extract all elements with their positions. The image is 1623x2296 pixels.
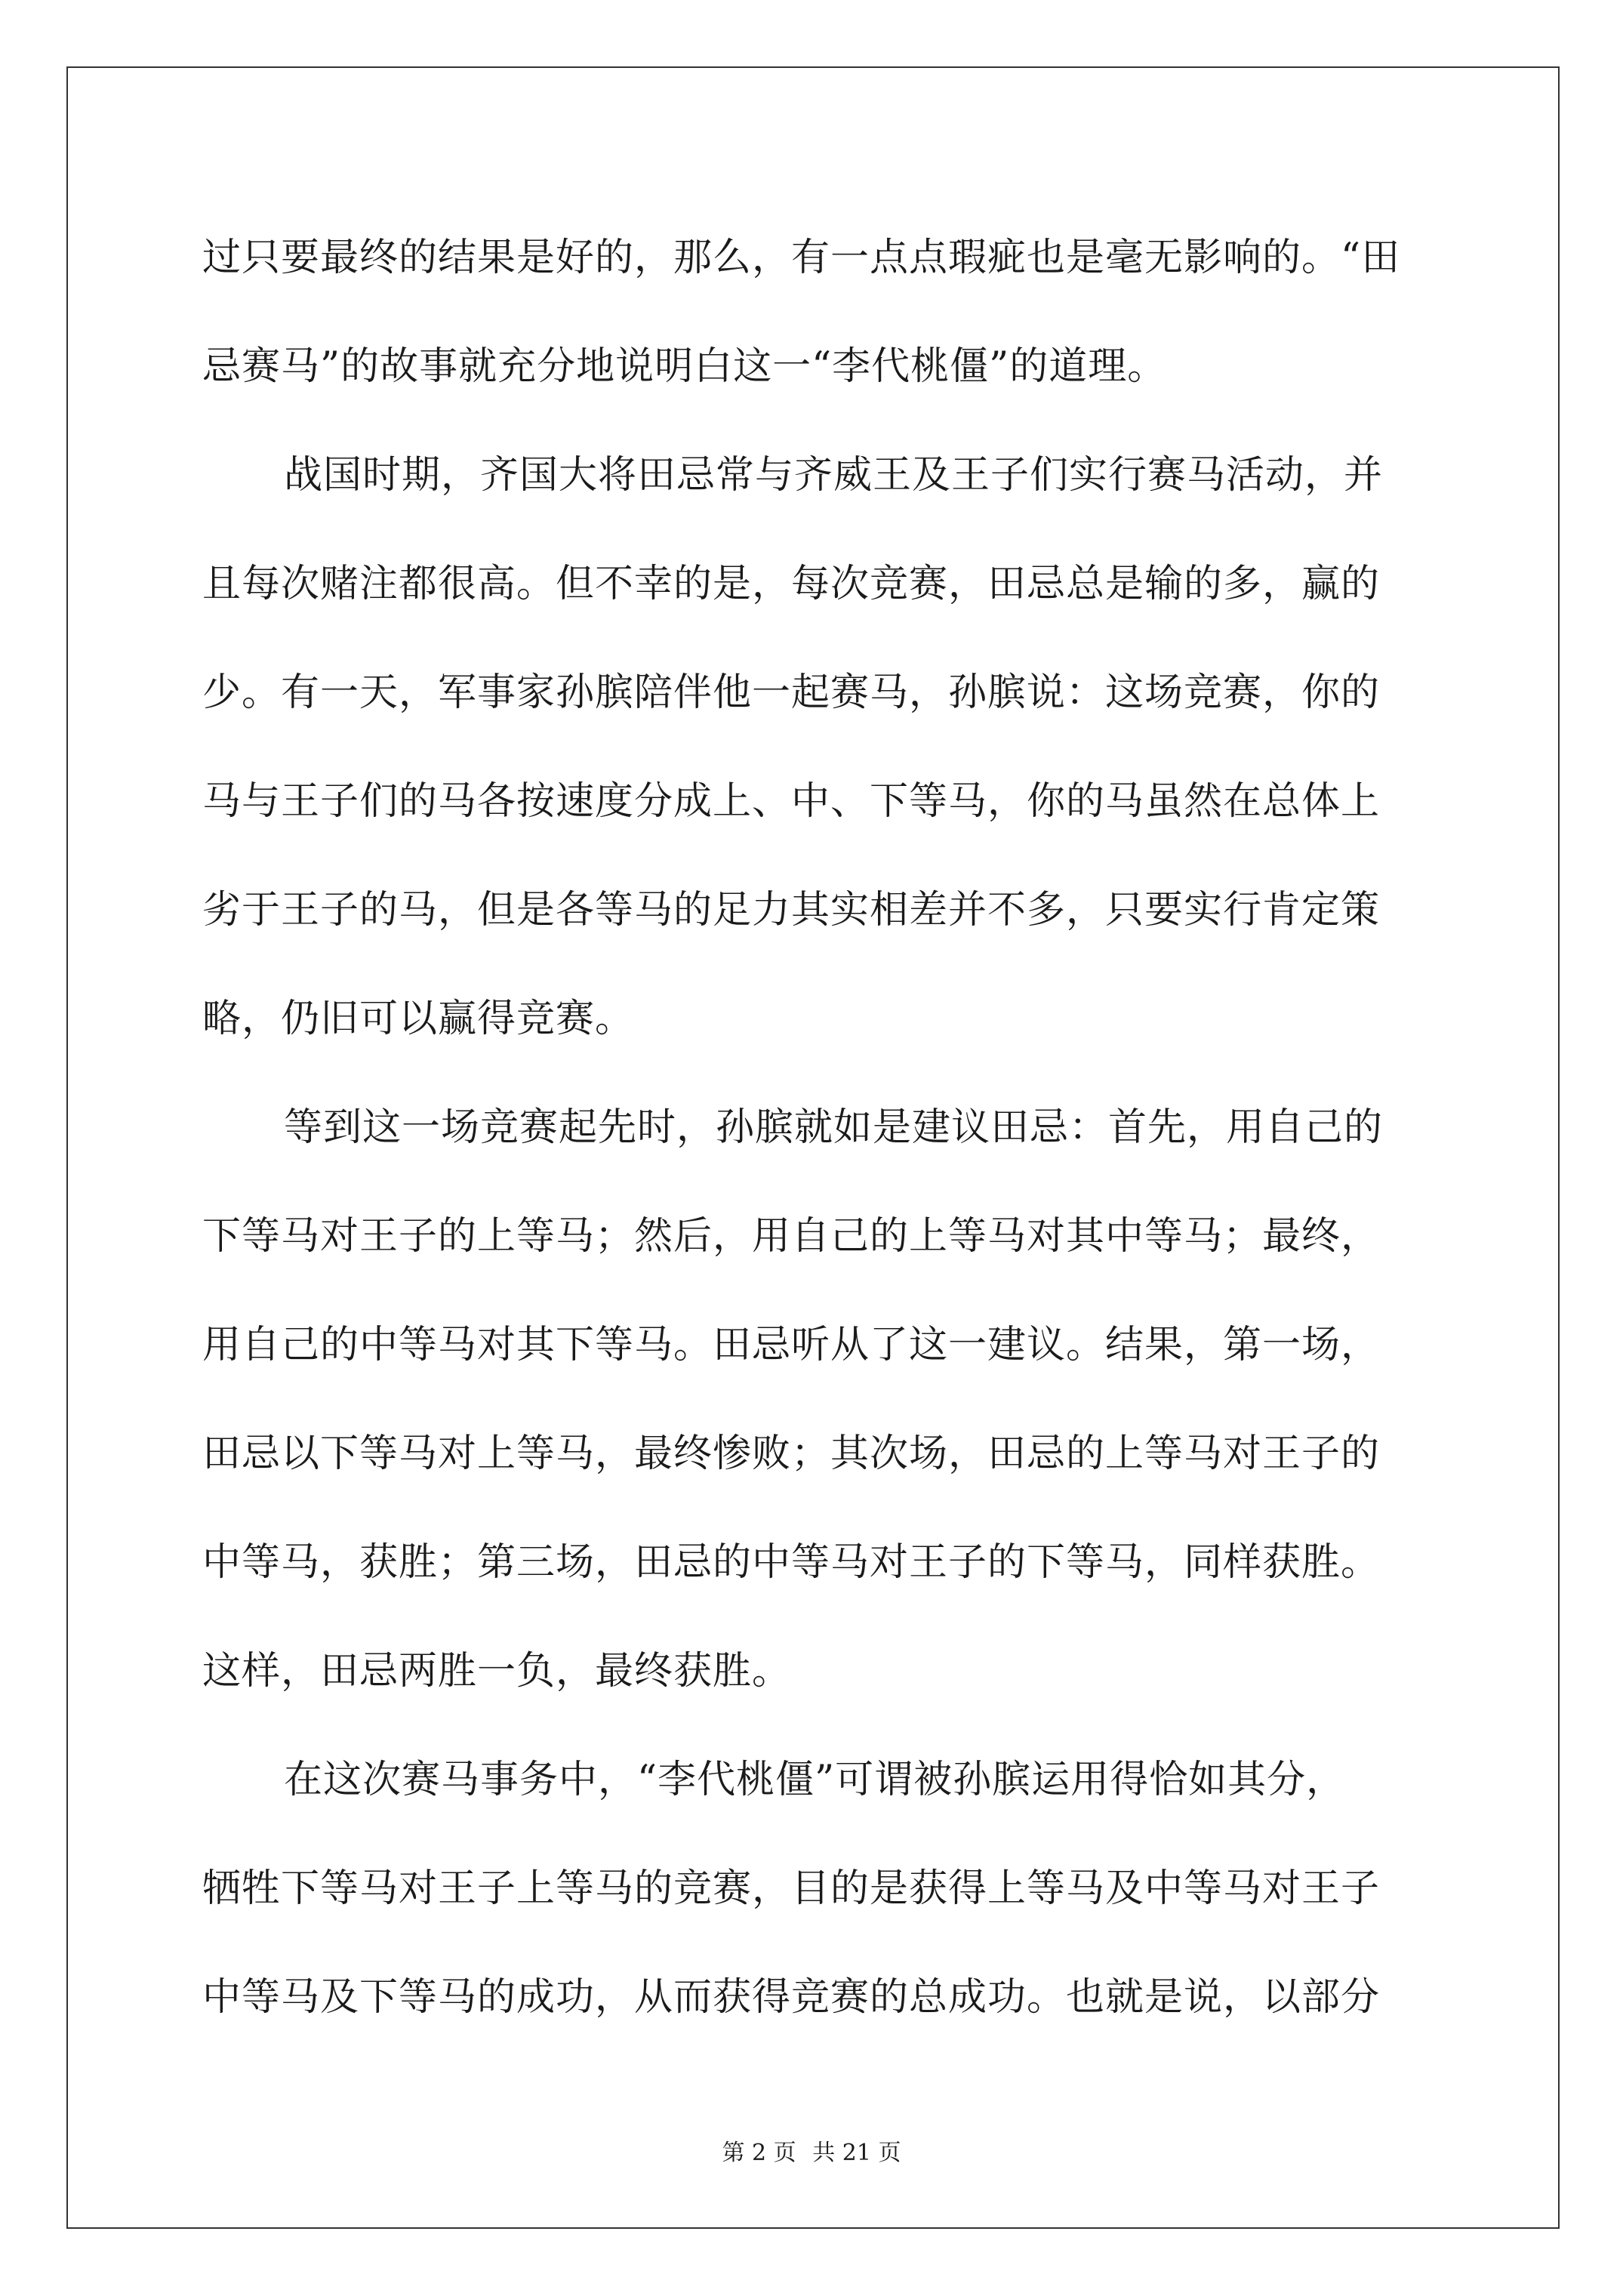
text-line: 劣于王子的马，但是各等马的足力其实相差并不多，只要实行肯定策: [202, 888, 1381, 932]
text-line: 且每次赌注都很高。但不幸的是，每次竞赛，田忌总是输的多，赢的: [202, 562, 1381, 606]
text-line: 用自己的中等马对其下等马。田忌听从了这一建议。结果，第一场，: [202, 1323, 1381, 1367]
text-line: 过只要最终的结果是好的，那么，有一点点瑕疵也是毫无影响的。“田: [202, 236, 1401, 280]
page-total: 共 21 页: [812, 2140, 901, 2166]
text-line: 田忌以下等马对上等马，最终惨败；其次场，田忌的上等马对王子的: [202, 1432, 1381, 1476]
page-number: 第 2 页: [722, 2140, 796, 2166]
text-line: 下等马对王子的上等马；然后，用自己的上等马对其中等马；最终，: [202, 1214, 1381, 1259]
document-body: [202, 204, 1436, 2052]
text-line: 略，仍旧可以赢得竞赛。: [202, 997, 635, 1041]
page-footer: [0, 2138, 1623, 2168]
text-line: 忌赛马”的故事就充分地说明白这一“李代桃僵”的道理。: [202, 344, 1167, 389]
paragraph-start-line: 战国时期，齐国大将田忌常与齐威王及王子们实行赛马活动，并: [284, 453, 1384, 498]
text-line: 牺牲下等马对王子上等马的竞赛，目的是获得上等马及中等马对王子: [202, 1866, 1381, 1911]
text-line: 马与王子们的马各按速度分成上、中、下等马，你的马虽然在总体上: [202, 779, 1381, 824]
text-line: 中等马，获胜；第三场，田忌的中等马对王子的下等马，同样获胜。: [202, 1540, 1381, 1585]
paragraph-start-line: 在这次赛马事务中，“李代桃僵”可谓被孙膑运用得恰如其分，: [284, 1758, 1346, 1802]
text-line: 这样，田忌两胜一负，最终获胜。: [202, 1649, 792, 1693]
text-line: 中等马及下等马的成功，从而获得竞赛的总成功。也就是说，以部分: [202, 1975, 1381, 2020]
text-line: 少。有一天，军事家孙膑陪伴他一起赛马，孙膑说：这场竞赛，你的: [202, 670, 1381, 715]
paragraph-start-line: 等到这一场竞赛起先时，孙膑就如是建议田忌：首先，用自己的: [284, 1105, 1384, 1150]
